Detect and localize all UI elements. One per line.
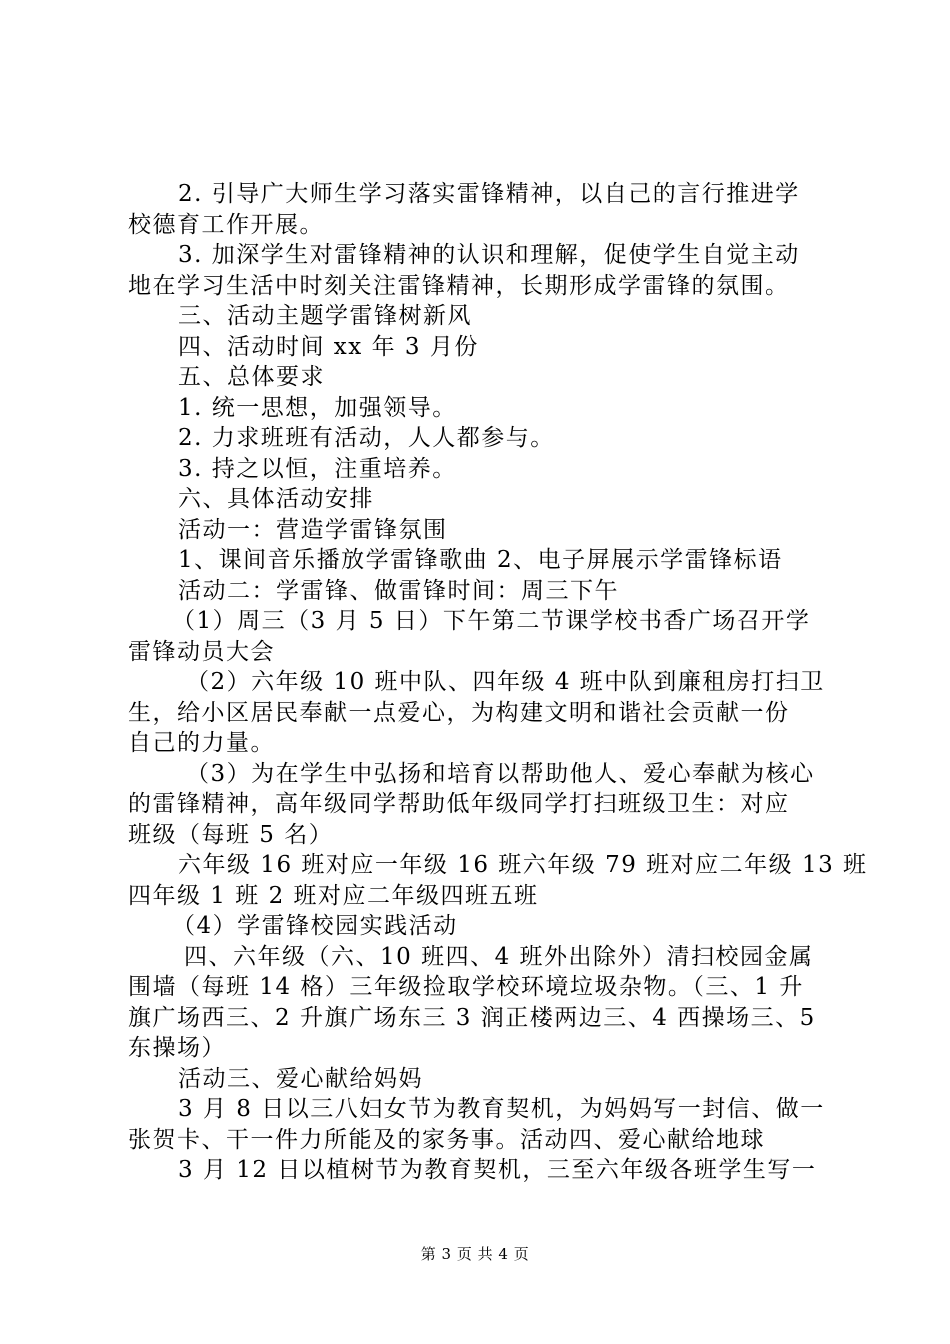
text-line: 校德育工作开展。 xyxy=(128,211,324,238)
document-body xyxy=(128,179,868,1186)
text-line: 1. 统一思想，加强领导。 xyxy=(178,394,457,421)
text-line: 六、具体活动安排 xyxy=(178,486,374,512)
text-line: 的雷锋精神，高年级同学帮助低年级同学打扫班级卫生：对应 xyxy=(128,791,790,817)
text-line: 活动三、爱心献给妈妈 xyxy=(178,1065,423,1092)
text-line: 班级（每班 5 名） xyxy=(128,821,334,848)
text-line: 活动二：学雷锋、做雷锋时间：周三下午 xyxy=(178,577,619,604)
text-line: 四、活动时间 xx 年 3 月份 xyxy=(178,333,479,360)
text-line: 东操场） xyxy=(128,1035,226,1061)
text-line: 旗广场西三、2 升旗广场东三 3 润正楼两边三、4 西操场三、5 xyxy=(128,1004,816,1031)
text-line: （3）为在学生中弘扬和培育以帮助他人、爱心奉献为核心 xyxy=(186,760,815,787)
text-line: 地在学习生活中时刻关注雷锋精神，长期形成学雷锋的氛围。 xyxy=(128,272,790,299)
text-line: 生，给小区居民奉献一点爱心，为构建文明和谐社会贡献一份 xyxy=(128,699,790,726)
text-line: 自己的力量。 xyxy=(128,730,275,756)
text-line: 五、总体要求 xyxy=(178,364,325,390)
text-line: 六年级 16 班对应一年级 16 班六年级 79 班对应二年级 13 班 xyxy=(178,852,868,878)
text-line: 雷锋动员大会 xyxy=(128,638,275,665)
text-line: （4）学雷锋校园实践活动 xyxy=(172,913,458,939)
page-footer: 第 3 页 共 4 页 xyxy=(420,1245,530,1263)
text-line: （1）周三（3 月 5 日）下午第二节课学校书香广场召开学 xyxy=(172,608,811,634)
text-line: 张贺卡、干一件力所能及的家务事。活动四、爱心献给地球 xyxy=(128,1126,765,1153)
text-line: 三、活动主题学雷锋树新风 xyxy=(178,303,472,329)
text-line: 围墙（每班 14 格）三年级捡取学校环境垃圾杂物。（三、1 升 xyxy=(128,974,804,1000)
text-line: 2. 力求班班有活动，人人都参与。 xyxy=(178,425,555,451)
text-line: 四年级 1 班 2 班对应二年级四班五班 xyxy=(128,882,539,909)
text-line: 3 月 8 日以三八妇女节为教育契机，为妈妈写一封信、做一 xyxy=(178,1096,825,1122)
text-line: 3 月 12 日以植树节为教育契机，三至六年级各班学生写一 xyxy=(178,1157,817,1183)
text-line: 2. 引导广大师生学习落实雷锋精神，以自己的言行推进学 xyxy=(178,181,800,207)
text-line: 四、六年级（六、10 班四、4 班外出除外）清扫校园金属 xyxy=(184,943,814,970)
text-line: 活动一：营造学雷锋氛围 xyxy=(178,516,448,543)
text-line: 3. 持之以恒，注重培养。 xyxy=(178,455,457,482)
text-line: （2）六年级 10 班中队、四年级 4 班中队到廉租房打扫卫 xyxy=(186,669,825,695)
text-line: 1、课间音乐播放学雷锋歌曲 2、电子屏展示学雷锋标语 xyxy=(178,547,783,573)
text-line: 3. 加深学生对雷锋精神的认识和理解，促使学生自觉主动 xyxy=(178,242,800,268)
